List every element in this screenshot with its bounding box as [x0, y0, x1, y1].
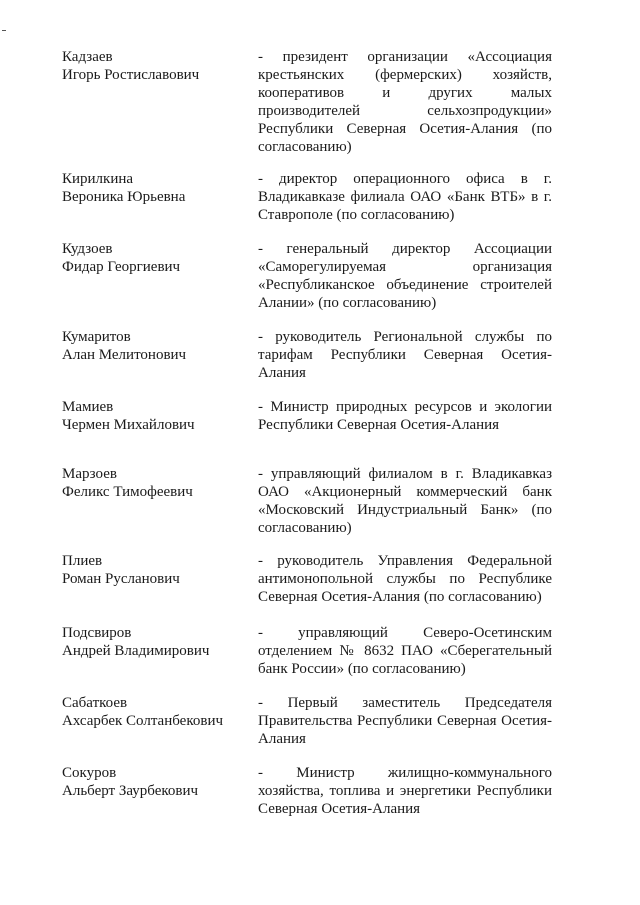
member-name: [62, 764, 252, 800]
member-name: [62, 328, 252, 364]
member-given-name: Чермен Михайлович: [62, 417, 195, 433]
member-surname: Сокуров: [62, 765, 117, 781]
member-given-name: Роман Русланович: [62, 571, 180, 587]
member-role: - президент организации «Ассоциация крестьянских (фермерских) хозяйств, кооперативов и других малых производителей сельхозпродукции» Республики Северная Осетия-Алания (по согласованию): [258, 49, 552, 155]
member-surname: Мамиев: [62, 399, 114, 415]
member-name: [62, 170, 252, 206]
member-surname: Кумаритов: [62, 329, 131, 345]
member-name: [62, 694, 252, 730]
member-surname: Кудзоев: [62, 241, 113, 257]
member-role: - руководитель Региональной службы по тарифам Республики Северная Осетия-Алания: [258, 329, 552, 381]
member-role: - управляющий филиалом в г. Владикавказ ОАО «Акционерный коммерческий банк «Московский Индустриальный Банк» (по согласованию): [258, 466, 552, 536]
member-name: [62, 48, 252, 84]
member-role: - директор операционного офиса в г. Владикавказе филиала ОАО «Банк ВТБ» в г. Ставрополе (по согласованию): [258, 171, 552, 223]
member-given-name: Алан Мелитонович: [62, 347, 187, 363]
member-role: - Первый заместитель Председателя Правительства Республики Северная Осетия-Алания: [258, 695, 552, 747]
member-name: [62, 552, 252, 588]
member-given-name: Альберт Заурбекович: [62, 783, 199, 799]
member-surname: Кирилкина: [62, 171, 134, 187]
member-given-name: Андрей Владимирович: [62, 643, 210, 659]
member-given-name: Ахсарбек Солтанбекович: [62, 713, 224, 729]
member-name: [62, 398, 252, 434]
member-surname: Сабаткоев: [62, 695, 128, 711]
member-surname: Подсвиров: [62, 625, 132, 641]
member-surname: Плиев: [62, 553, 103, 569]
member-given-name: Игорь Ростиславович: [62, 67, 200, 83]
member-given-name: Феликс Тимофеевич: [62, 484, 193, 500]
member-name: [62, 240, 252, 276]
member-role: - генеральный директор Ассоциации «Саморегулируемая организация «Республиканское объединение строителей Алании» (по согласованию): [258, 241, 552, 311]
member-surname: Марзоев: [62, 466, 117, 482]
member-role: - руководитель Управления Федеральной антимонопольной службы по Республике Северная Осетия-Алания (по согласованию): [258, 553, 552, 605]
member-name: [62, 624, 252, 660]
member-surname: Кадзаев: [62, 49, 113, 65]
member-role: - Министр жилищно-коммунального хозяйства, топлива и энергетики Республики Северная Осетия-Алания: [258, 765, 552, 817]
member-name: [62, 465, 252, 501]
member-given-name: Вероника Юрьевна: [62, 189, 186, 205]
member-role: - управляющий Северо-Осетинским отделением № 8632 ПАО «Сберегательный банк России» (по согласованию): [258, 625, 552, 677]
member-given-name: Фидар Георгиевич: [62, 259, 181, 275]
scan-mark: [2, 30, 6, 31]
member-role: - Министр природных ресурсов и экологии Республики Северная Осетия-Алания: [258, 399, 552, 433]
